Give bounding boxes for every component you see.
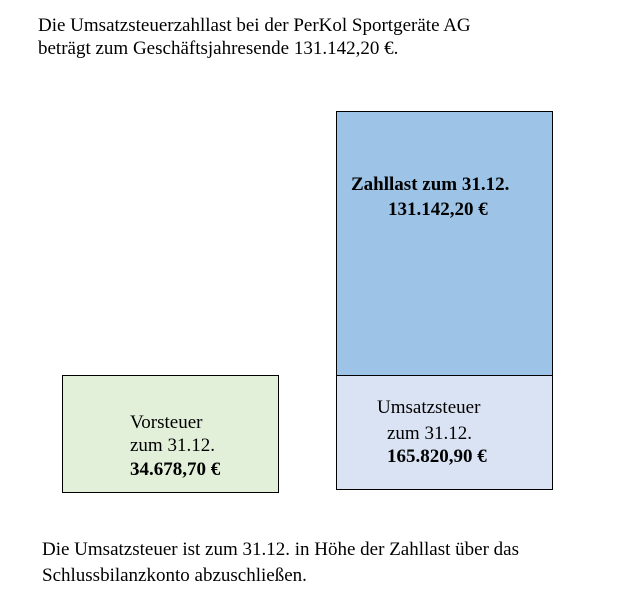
- vorsteuer-date: zum 31.12.: [130, 435, 215, 456]
- vorsteuer-label: Vorsteuer: [130, 412, 203, 433]
- intro-line-2: beträgt zum Geschäftsjahresende 131.142,20 €.: [38, 38, 399, 59]
- intro-text: [38, 14, 628, 60]
- umsatzsteuer-label: Umsatzsteuer: [377, 397, 481, 418]
- vorsteuer-amount: 34.678,70 €: [130, 459, 221, 480]
- umsatzsteuer-amount: 165.820,90 €: [387, 446, 487, 467]
- zahllast-label: Zahllast zum 31.12.: [351, 174, 510, 195]
- zahllast-box: [336, 111, 553, 376]
- umsatzsteuer-date: zum 31.12.: [387, 423, 472, 444]
- umsatzsteuer-box: [336, 375, 553, 490]
- outro-line-1: Die Umsatzsteuer ist zum 31.12. in Höhe der Zahllast über das: [42, 539, 519, 560]
- outro-text: [42, 537, 632, 589]
- outro-line-2: Schlussbilanzkonto abzuschließen.: [42, 565, 307, 586]
- vorsteuer-box: [62, 375, 279, 493]
- zahllast-amount: 131.142,20 €: [388, 199, 488, 220]
- intro-line-1: Die Umsatzsteuerzahllast bei der PerKol Sportgeräte AG: [38, 15, 471, 36]
